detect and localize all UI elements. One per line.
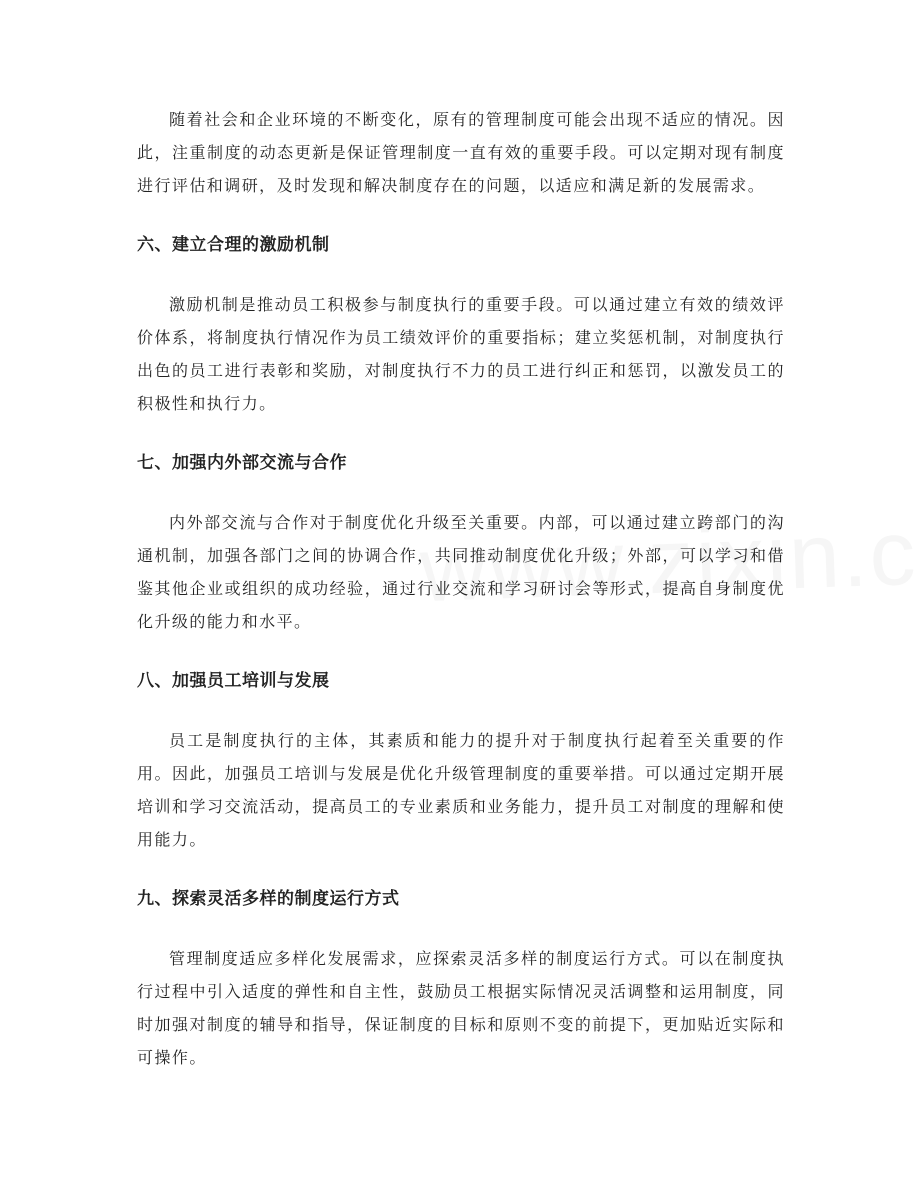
- section-heading-7: 七、加强内外部交流与合作: [137, 453, 347, 473]
- intro-paragraph: 随着社会和企业环境的不断变化，原有的管理制度可能会出现不适应的情况。因此，注重制度的动态更新是保证管理制度一直有效的重要手段。可以定期对现有制度进行评估和调研，及时发现和解决制度存在的问题，以适应和满足新的发展需求。: [137, 110, 785, 195]
- section-paragraph-8: 员工是制度执行的主体，其素质和能力的提升对于制度执行起着至关重要的作用。因此，加强员工培训与发展是优化升级管理制度的重要举措。可以通过定期开展培训和学习交流活动，提高员工的专业素质和业务能力，提升员工对制度的理解和使用能力。: [137, 731, 785, 849]
- section-heading-9: 九、探索灵活多样的制度运行方式: [137, 889, 400, 909]
- section-paragraph-7: 内外部交流与合作对于制度优化升级至关重要。内部，可以通过建立跨部门的沟通机制，加强各部门之间的协调合作，共同推动制度优化升级；外部，可以学习和借鉴其他企业或组织的成功经验，通过行业交流和学习研讨会等形式，提高自身制度优化升级的能力和水平。: [137, 513, 785, 631]
- section-paragraph-6: 激励机制是推动员工积极参与制度执行的重要手段。可以通过建立有效的绩效评价体系，将制度执行情况作为员工绩效评价的重要指标；建立奖惩机制，对制度执行出色的员工进行表彰和奖励，对制度执行不力的员工进行纠正和惩罚，以激发员工的积极性和执行力。: [137, 295, 785, 413]
- section-heading-8: 八、加强员工培训与发展: [137, 671, 330, 691]
- section-heading-6: 六、建立合理的激励机制: [137, 235, 330, 255]
- section-paragraph-9: 管理制度适应多样化发展需求，应探索灵活多样的制度运行方式。可以在制度执行过程中引入适度的弹性和自主性，鼓励员工根据实际情况灵活调整和运用制度，同时加强对制度的辅导和指导，保证制度的目标和原则不变的前提下，更加贴近实际和可操作。: [137, 949, 785, 1067]
- document-body: [137, 103, 785, 1104]
